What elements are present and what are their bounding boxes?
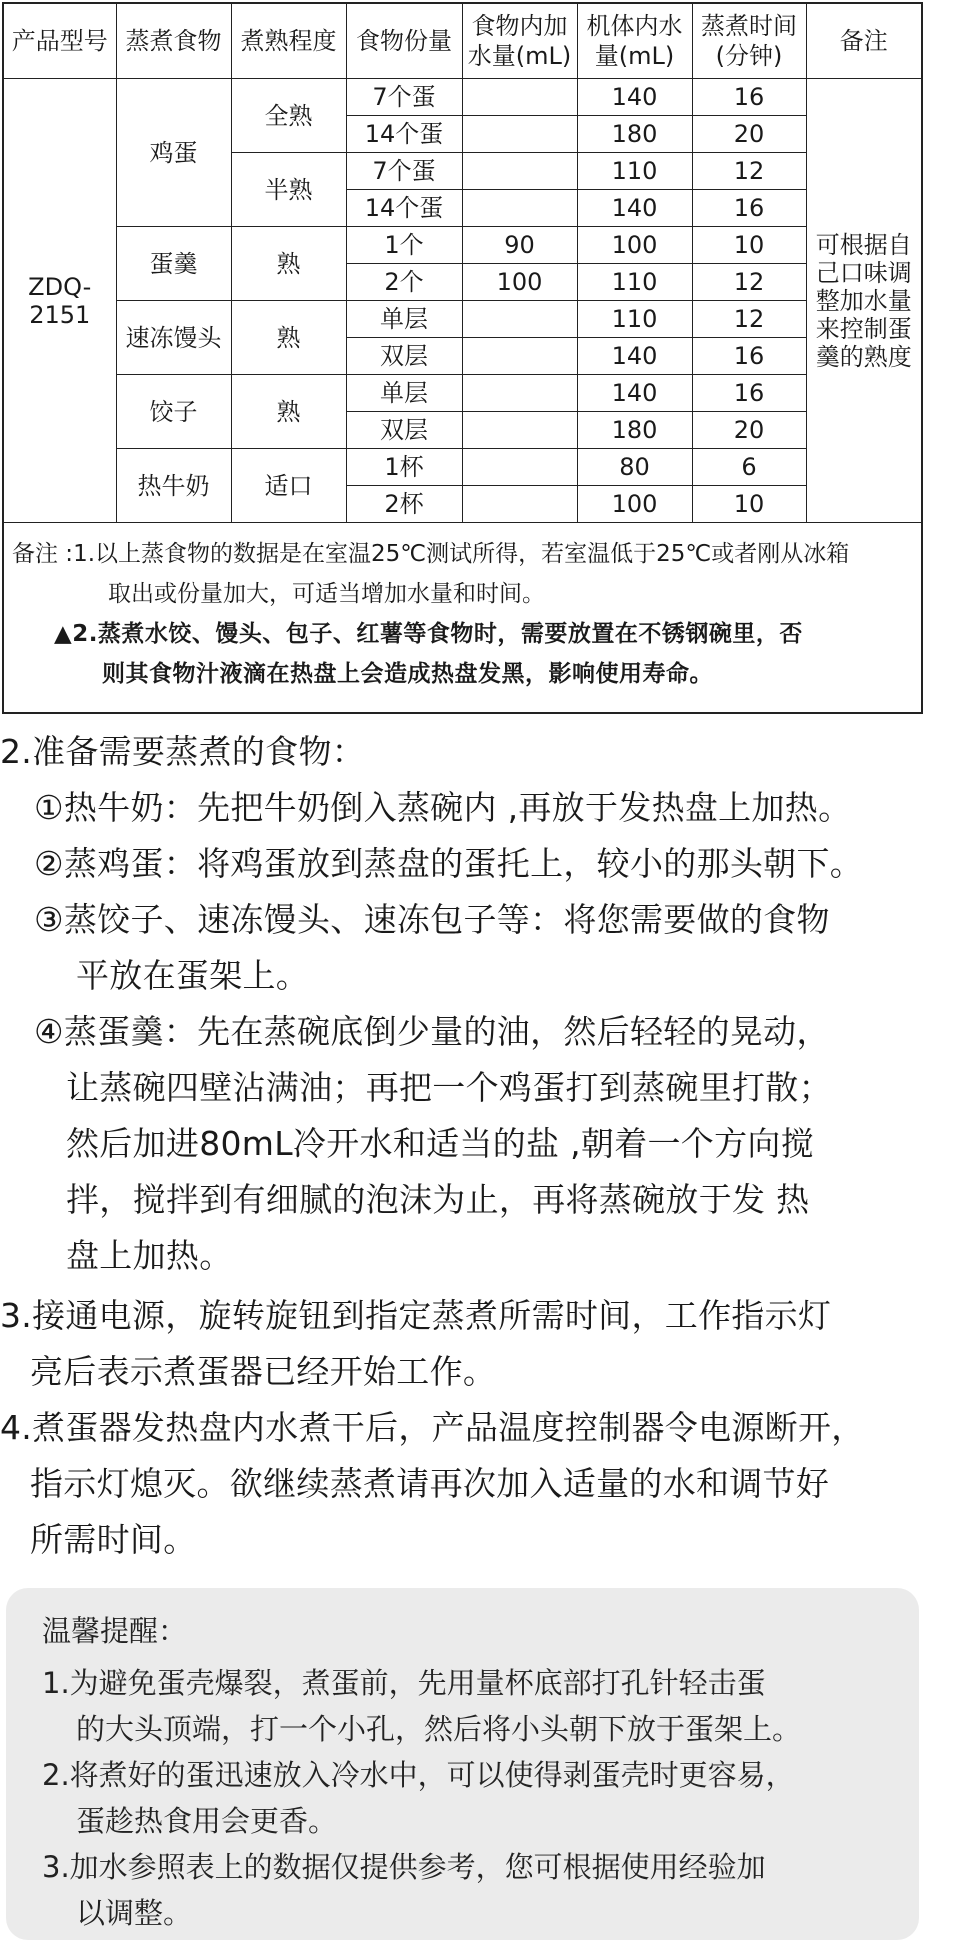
doneness-cell: 熟 [231, 301, 346, 375]
time-cell: 12 [692, 264, 806, 301]
time-cell: 16 [692, 190, 806, 227]
header-remark: 备注 [806, 4, 921, 79]
time-cell: 16 [692, 338, 806, 375]
food-water-cell [462, 486, 577, 523]
time-cell: 10 [692, 227, 806, 264]
cooking-reference-table [4, 4, 921, 523]
tip-2-continued: 蛋趁热食用会更香。 [76, 1804, 338, 1838]
table-row [4, 375, 921, 412]
time-cell: 20 [692, 412, 806, 449]
header-portion: 食物份量 [346, 4, 462, 79]
body-water-cell: 140 [577, 79, 692, 116]
table-header-row [4, 4, 921, 79]
portion-cell: 14个蛋 [346, 116, 462, 153]
portion-cell: 1个 [346, 227, 462, 264]
body-water-cell: 140 [577, 190, 692, 227]
note-1-continued: 取出或份量加大，可适当增加水量和时间。 [108, 581, 545, 607]
item-hot-milk: ①热牛奶：先把牛奶倒入蒸碗内 ,再放于发热盘上加热。 [34, 788, 852, 827]
item-dumplings-continued: 平放在蛋架上。 [76, 956, 310, 995]
time-cell: 10 [692, 486, 806, 523]
header-model: 产品型号 [4, 4, 116, 79]
step-3-continued: 亮后表示煮蛋器已经开始工作。 [30, 1352, 497, 1391]
body-water-cell: 110 [577, 264, 692, 301]
remark-line: 整加水量 [815, 286, 912, 315]
step-4-line-2: 指示灯熄灭。欲继续蒸煮请再次加入适量的水和调节好 [30, 1464, 830, 1503]
item-egg-custard-line-4: 拌，搅拌到有细腻的泡沫为止，再将蒸碗放于发 热 [66, 1180, 810, 1219]
tips-box [6, 1588, 919, 1940]
step-4-line-3: 所需时间。 [30, 1520, 197, 1559]
food-water-cell: 90 [462, 227, 577, 264]
table-row [4, 227, 921, 264]
doneness-cell: 熟 [231, 375, 346, 449]
food-water-cell [462, 190, 577, 227]
food-water-cell [462, 79, 577, 116]
body-water-cell: 180 [577, 116, 692, 153]
food-water-cell [462, 375, 577, 412]
remark-cell [806, 79, 921, 523]
remark-line: 可根据自 [815, 230, 912, 259]
step-2-title: 2.准备需要蒸煮的食物： [0, 732, 366, 771]
body-water-cell: 100 [577, 486, 692, 523]
portion-cell: 单层 [346, 301, 462, 338]
header-doneness: 煮熟程度 [231, 4, 346, 79]
cooking-reference-table-box [2, 2, 923, 714]
body-water-cell: 100 [577, 227, 692, 264]
food-cell: 鸡蛋 [116, 79, 231, 227]
header-food: 蒸煮食物 [116, 4, 231, 79]
table-row [4, 79, 921, 116]
header-body-water: 机体内水量(mL) [577, 4, 692, 79]
doneness-cell: 熟 [231, 227, 346, 301]
item-egg-custard-line-2: 让蒸碗四壁沾满油；再把一个鸡蛋打到蒸碗里打散； [66, 1068, 832, 1107]
portion-cell: 双层 [346, 338, 462, 375]
food-water-cell: 100 [462, 264, 577, 301]
note-2-warning: ▲2.蒸煮水饺、馒头、包子、红薯等食物时，需要放置在不锈钢碗里，否 [54, 621, 803, 647]
body-water-cell: 80 [577, 449, 692, 486]
tip-2: 2.将煮好的蛋迅速放入冷水中，可以使得剥蛋壳时更容易， [42, 1758, 795, 1792]
food-cell: 速冻馒头 [116, 301, 231, 375]
time-cell: 12 [692, 153, 806, 190]
portion-cell: 双层 [346, 412, 462, 449]
doneness-cell: 适口 [231, 449, 346, 523]
body-water-cell: 110 [577, 301, 692, 338]
portion-cell: 7个蛋 [346, 153, 462, 190]
remark-line: 己口味调 [815, 258, 912, 287]
food-cell: 饺子 [116, 375, 231, 449]
food-cell: 蛋羹 [116, 227, 231, 301]
instructions [0, 724, 953, 1568]
header-food-water: 食物内加水量(mL) [462, 4, 577, 79]
time-cell: 6 [692, 449, 806, 486]
body-water-cell: 140 [577, 338, 692, 375]
tips-title: 温馨提醒： [42, 1614, 188, 1648]
step-4: 4.煮蛋器发热盘内水煮干后，产品温度控制器令电源断开， [0, 1408, 865, 1447]
table-row [4, 449, 921, 486]
portion-cell: 2杯 [346, 486, 462, 523]
body-water-cell: 110 [577, 153, 692, 190]
note-2-warning-continued: 则其食物汁液滴在热盘上会造成热盘发黑，影响使用寿命。 [102, 661, 713, 687]
doneness-cell: 半熟 [231, 153, 346, 227]
tip-3: 3.加水参照表上的数据仅提供参考，您可根据使用经验加 [42, 1850, 766, 1884]
remark-line: 羹的熟度 [815, 342, 912, 371]
tip-1-continued: 的大头顶端，打一个小孔，然后将小头朝下放于蛋架上。 [76, 1712, 802, 1746]
body-water-cell: 180 [577, 412, 692, 449]
portion-cell: 14个蛋 [346, 190, 462, 227]
food-water-cell [462, 338, 577, 375]
time-cell: 20 [692, 116, 806, 153]
food-water-cell [462, 449, 577, 486]
time-cell: 12 [692, 301, 806, 338]
portion-cell: 2个 [346, 264, 462, 301]
item-steam-egg: ②蒸鸡蛋：将鸡蛋放到蒸盘的蛋托上，较小的那头朝下。 [34, 844, 864, 883]
portion-cell: 1杯 [346, 449, 462, 486]
table-notes [12, 534, 917, 694]
item-egg-custard-line-5: 盘上加热。 [66, 1236, 233, 1275]
portion-cell: 单层 [346, 375, 462, 412]
table-row [4, 301, 921, 338]
food-cell: 热牛奶 [116, 449, 231, 523]
header-time: 蒸煮时间(分钟) [692, 4, 806, 79]
body-water-cell: 140 [577, 375, 692, 412]
time-cell: 16 [692, 375, 806, 412]
food-water-cell [462, 153, 577, 190]
food-water-cell [462, 301, 577, 338]
step-3: 3.接通电源，旋转旋钮到指定蒸煮所需时间，工作指示灯 [0, 1296, 832, 1335]
doneness-cell: 全熟 [231, 79, 346, 153]
note-1 [12, 534, 917, 574]
tip-1: 1.为避免蛋壳爆裂，煮蛋前，先用量杯底部打孔针轻击蛋 [42, 1666, 766, 1700]
item-egg-custard: ④蒸蛋羹：先在蒸碗底倒少量的油，然后轻轻的晃动， [34, 1012, 830, 1051]
item-egg-custard-line-3: 然后加进80mL冷开水和适当的盐 ,朝着一个方向搅 [66, 1124, 815, 1163]
food-water-cell [462, 412, 577, 449]
time-cell: 16 [692, 79, 806, 116]
portion-cell: 7个蛋 [346, 79, 462, 116]
remark-line: 来控制蛋 [815, 314, 912, 343]
note-prefix: 备注 : [12, 541, 74, 567]
note-1-text: 1.以上蒸食物的数据是在室温25℃测试所得，若室温低于25℃或者刚从冰箱 [73, 541, 850, 567]
item-dumplings: ③蒸饺子、速冻馒头、速冻包子等：将您需要做的食物 [34, 900, 830, 939]
tip-3-continued: 以调整。 [76, 1896, 193, 1930]
food-water-cell [462, 116, 577, 153]
model-cell: ZDQ-2151 [4, 79, 116, 523]
